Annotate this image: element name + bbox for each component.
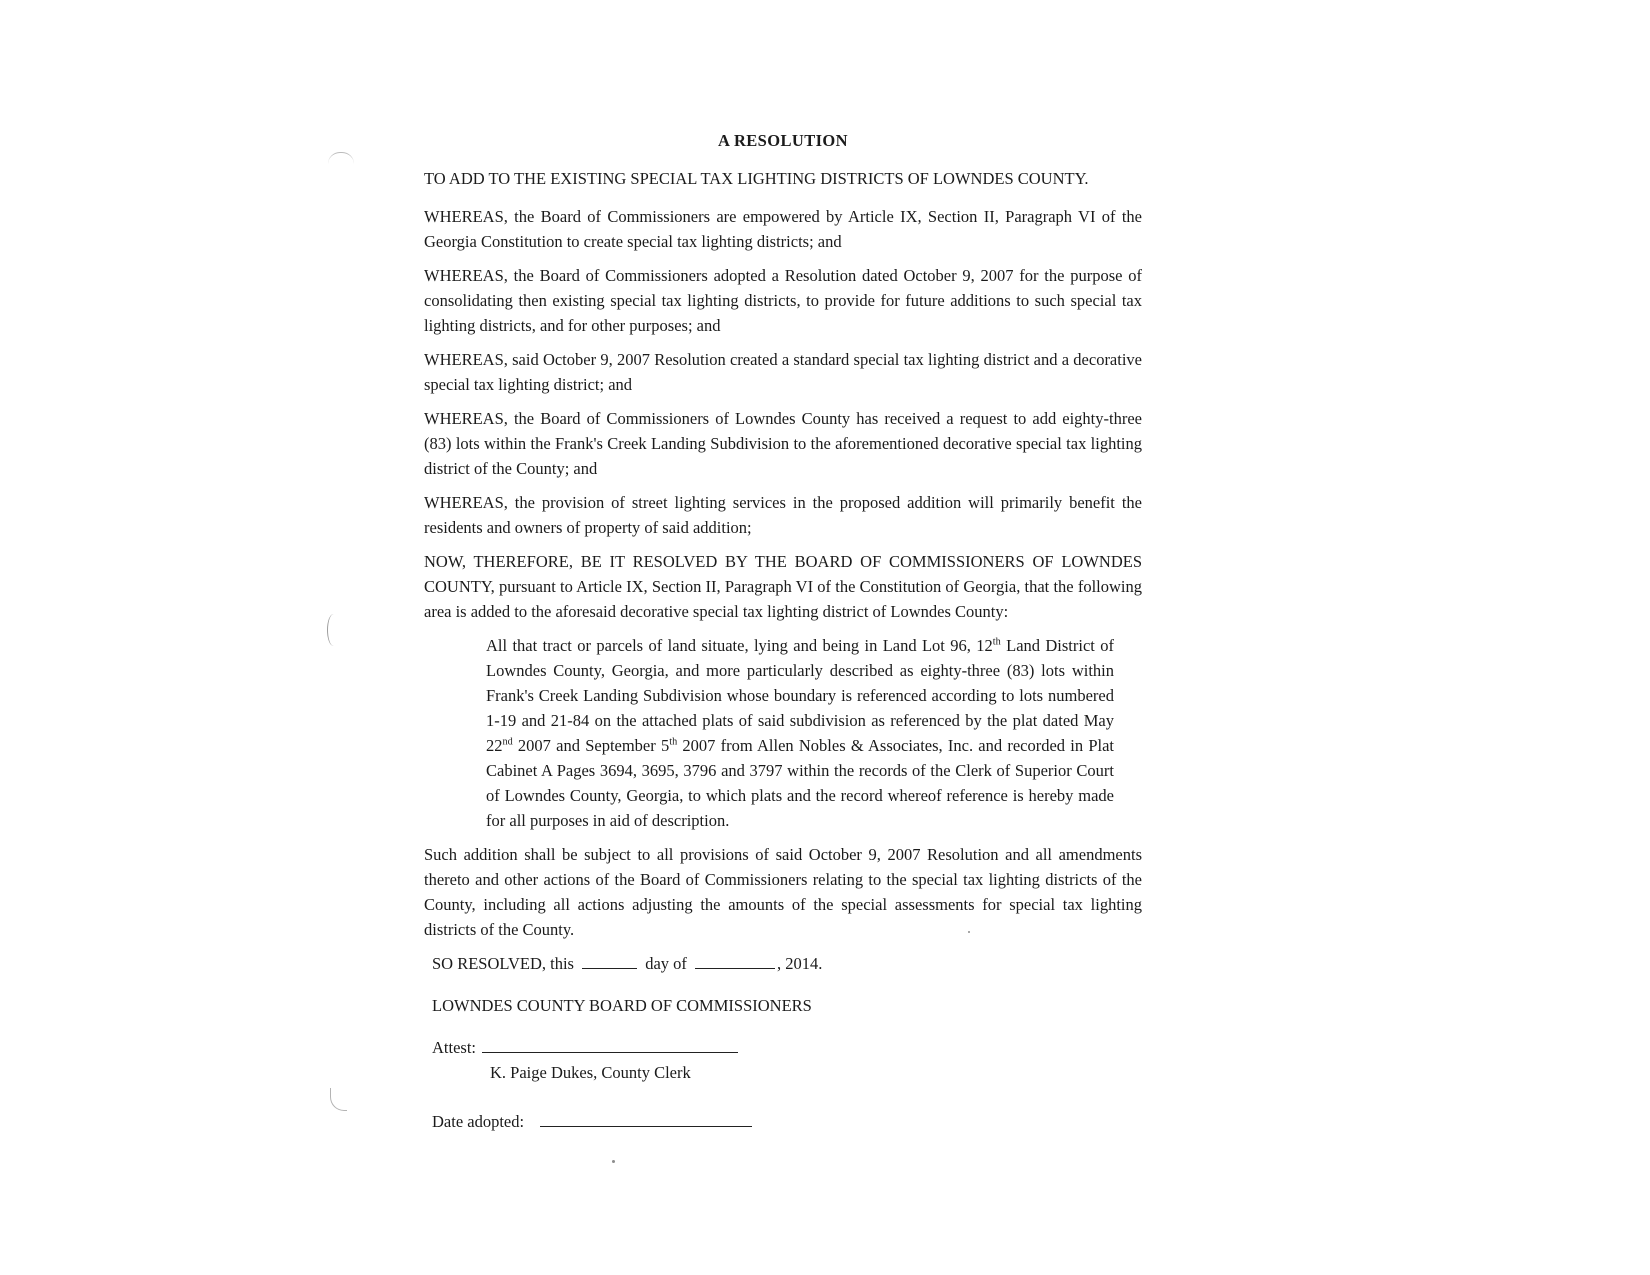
attest-block bbox=[432, 1035, 1142, 1085]
clerk-name: K. Paige Dukes, County Clerk bbox=[490, 1063, 691, 1082]
month-blank-line bbox=[695, 968, 775, 969]
whereas-paragraph-3: WHEREAS, said October 9, 2007 Resolution created a standard special tax lighting district and a decorative special tax lighting district; and bbox=[424, 350, 1142, 394]
so-resolved-text-2: day of bbox=[645, 954, 687, 973]
whereas-paragraph-5: WHEREAS, the provision of street lighting services in the proposed addition will primarily benefit the residents and owners of property of said addition; bbox=[424, 493, 1142, 537]
date-adopted-blank-line bbox=[540, 1126, 752, 1127]
scan-artifact bbox=[330, 1088, 347, 1111]
attest-row bbox=[432, 1035, 1142, 1060]
so-resolved-text-1: SO RESOLVED, this bbox=[432, 954, 574, 973]
now-therefore-paragraph: NOW, THEREFORE, BE IT RESOLVED BY THE BOARD OF COMMISSIONERS OF LOWNDES COUNTY, pursuant to Article IX, Section II, Paragraph VI of the Constitution of Georgia, that the following area is added to the aforesaid decorative special tax lighting district of Lowndes County: bbox=[424, 552, 1142, 621]
board-of-commissioners-line: LOWNDES COUNTY BOARD OF COMMISSIONERS bbox=[432, 996, 812, 1015]
scan-artifact bbox=[328, 152, 354, 165]
document-body bbox=[424, 128, 1142, 1134]
date-adopted-label: Date adopted: bbox=[432, 1112, 525, 1131]
document-title: A RESOLUTION bbox=[718, 131, 848, 150]
scan-artifact bbox=[612, 1160, 615, 1163]
date-adopted-row bbox=[432, 1109, 1142, 1134]
day-blank-line bbox=[582, 968, 637, 969]
scan-artifact bbox=[327, 614, 340, 646]
legal-description-paragraph: All that tract or parcels of land situate, lying and being in Land Lot 96, 12th Land District of Lowndes County, Georgia, and more particularly described as eighty-three (83) lots within Frank's Creek Landing Subdivision whose boundary is referenced according to lots numbered 1-19 and 21-84 on the attached plats of said subdivision as referenced by the plat dated May 22nd 2007 and September 5th 2007 from Allen Nobles & Associates, Inc. and recorded in Plat Cabinet A Pages 3694, 3695, 3796 and 3797 within the records of the Clerk of Superior Court of Lowndes County, Georgia, to which plats and the record whereof reference is hereby made for all purposes in aid of description. bbox=[486, 636, 1115, 830]
so-resolved-line bbox=[432, 951, 1142, 976]
so-resolved-text-3: , 2014. bbox=[777, 954, 823, 973]
whereas-paragraph-4: WHEREAS, the Board of Commissioners of Lowndes County has received a request to add eighty-three (83) lots within the Frank's Creek Landing Subdivision to the aforementioned decorative special tax lighting district of the County; and bbox=[424, 409, 1142, 478]
whereas-paragraph-1: WHEREAS, the Board of Commissioners are empowered by Article IX, Section II, Paragraph VI of the Georgia Constitution to create special tax lighting districts; and bbox=[424, 207, 1142, 251]
attest-label: Attest: bbox=[432, 1038, 476, 1057]
whereas-paragraph-2: WHEREAS, the Board of Commissioners adopted a Resolution dated October 9, 2007 for the purpose of consolidating then existing special tax lighting districts, to provide for future additions to such special tax lighting districts, and for other purposes; and bbox=[424, 266, 1142, 335]
attest-signature-line bbox=[482, 1052, 738, 1053]
document-subtitle: TO ADD TO THE EXISTING SPECIAL TAX LIGHTING DISTRICTS OF LOWNDES COUNTY. bbox=[424, 169, 1089, 188]
closing-paragraph: Such addition shall be subject to all provisions of said October 9, 2007 Resolution and all amendments thereto and other actions of the Board of Commissioners relating to the special tax lighting districts of the County, including all actions adjusting the amounts of the special assessments for special tax lighting districts of the County. bbox=[424, 845, 1142, 939]
